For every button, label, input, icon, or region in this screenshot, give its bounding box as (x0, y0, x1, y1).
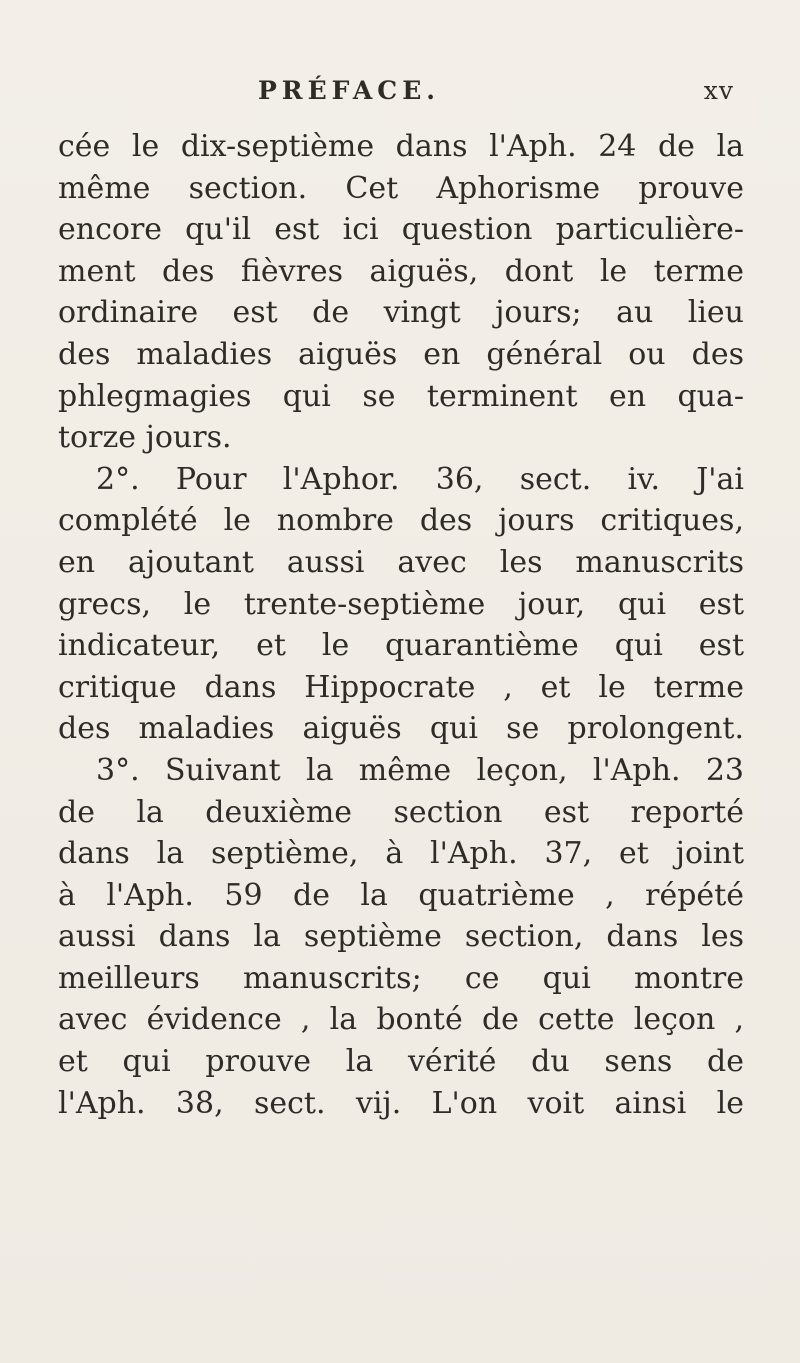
text-line: ment des fièvres aiguës, dont le terme (58, 253, 744, 289)
text-line: torze jours. (58, 420, 232, 456)
text-line: encore qu'il est ici question particulière- (58, 212, 744, 248)
text-line: ordinaire est de vingt jours; au lieu (58, 295, 744, 331)
text-line: avec évidence , la bonté de cette leçon , (58, 1002, 744, 1038)
text-line: aussi dans la septième section, dans les (58, 919, 744, 955)
text-line: 2°. Pour l'Aphor. 36, sect. iv. J'ai (96, 461, 744, 497)
body-text (58, 126, 744, 1124)
running-head: PRÉFACE. (258, 76, 440, 105)
text-line: l'Aph. 38, sect. vij. L'on voit ainsi le (58, 1085, 744, 1121)
text-line: grecs, le trente-septième jour, qui est (58, 586, 744, 622)
page-number: xv (703, 76, 734, 105)
text-line: des maladies aiguës qui se prolongent. (58, 711, 744, 747)
text-line: 3°. Suivant la même leçon, l'Aph. 23 (96, 752, 744, 788)
text-line: des maladies aiguës en général ou des (58, 336, 744, 372)
text-line: dans la septième, à l'Aph. 37, et joint (58, 836, 744, 872)
text-line: indicateur, et le quarantième qui est (58, 628, 744, 664)
text-line: en ajoutant aussi avec les manuscrits (58, 544, 744, 580)
text-line: de la deuxième section est reporté (58, 794, 744, 830)
text-line: complété le nombre des jours critiques, (58, 503, 744, 539)
text-line: cée le dix-septième dans l'Aph. 24 de la (58, 129, 744, 164)
text-line: phlegmagies qui se terminent en qua- (58, 378, 744, 414)
text-line: même section. Cet Aphorisme prouve (58, 170, 744, 206)
text-line: et qui prouve la vérité du sens de (58, 1044, 744, 1080)
page-header (58, 52, 744, 112)
text-line: à l'Aph. 59 de la quatrième , répété (58, 877, 744, 913)
text-line: critique dans Hippocrate , et le terme (58, 669, 744, 705)
text-line: meilleurs manuscrits; ce qui montre (58, 960, 744, 996)
